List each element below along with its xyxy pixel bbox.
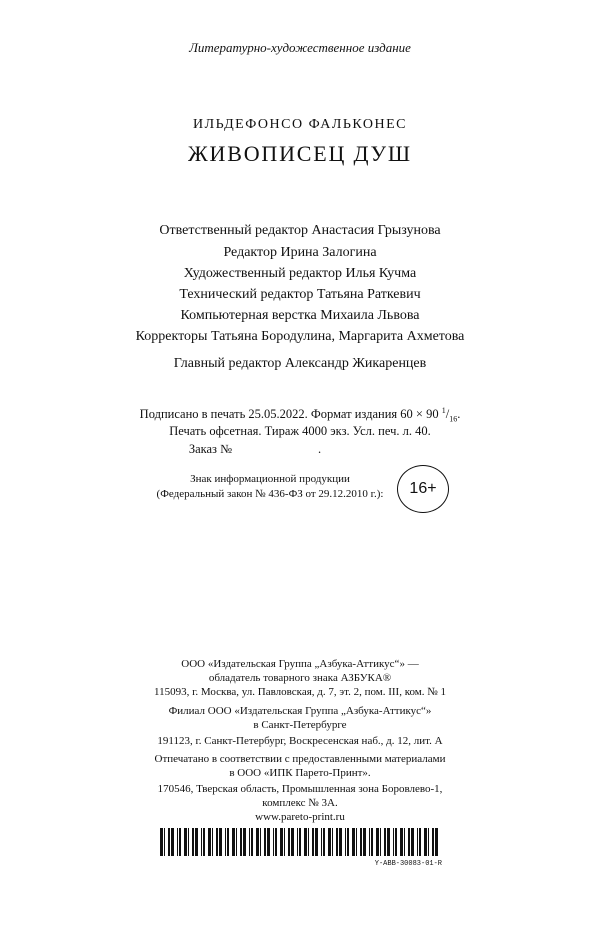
- publisher-line: 115093, г. Москва, ул. Павловская, д. 7, эт. 2, пом. III, ком. № 1: [153, 686, 446, 698]
- publisher-line: обладатель товарного знака АЗБУКА®: [208, 672, 392, 684]
- format-denominator: 16: [449, 414, 458, 424]
- format-numerator: 1: [441, 406, 446, 415]
- credit-line: Корректоры Татьяна Бородулина, Маргарита Ахметова: [135, 329, 465, 344]
- publisher-line: Филиал ООО «Издательская Группа „Азбука-Аттикус“»: [168, 705, 432, 717]
- order-suffix: .: [318, 442, 322, 456]
- info-label-line-2: (Федеральный закон № 436-ФЗ от 29.12.2010 г.):: [156, 488, 384, 500]
- publisher-line: в ООО «ИПК Парето-Принт».: [229, 767, 371, 779]
- age-rating-badge: 16+: [397, 465, 449, 513]
- credit-line: Технический редактор Татьяна Раткевич: [179, 287, 421, 302]
- barcode-icon: [160, 828, 442, 856]
- credit-line: Редактор Ирина Залогина: [223, 245, 377, 260]
- publisher-url: www.pareto-print.ru: [255, 811, 345, 823]
- order-line: [0, 442, 555, 457]
- credit-line: Компьютерная верстка Михаила Львова: [180, 308, 420, 323]
- credit-line: Ответственный редактор Анастасия Грызунова: [159, 223, 441, 238]
- credit-line: Художественный редактор Илья Кучма: [183, 266, 417, 281]
- print-info-text: Подписано в печать 25.05.2022. Формат издания 60 × 90: [139, 407, 439, 422]
- info-product-label: [140, 472, 400, 502]
- order-label: Заказ №: [188, 442, 233, 456]
- book-title: ЖИВОПИСЕЦ ДУШ: [188, 141, 412, 166]
- publisher-line: ООО «Издательская Группа „Азбука-Аттикус“» —: [181, 658, 419, 670]
- publisher-line: 170546, Тверская область, Промышленная зона Боровлево-1,: [157, 783, 443, 795]
- publisher-line: в Санкт-Петербурге: [253, 719, 347, 731]
- info-label-line-1: Знак информационной продукции: [190, 473, 350, 485]
- barcode-code: Y-ABB-30083-01-R: [374, 860, 442, 868]
- publisher-line: 191123, г. Санкт-Петербург, Воскресенская наб., д. 12, лит. А: [157, 735, 443, 747]
- format-end: .: [457, 407, 461, 422]
- book-author: ИЛЬДЕФОНСО ФАЛЬКОНЕС: [192, 117, 408, 132]
- chief-editor: Главный редактор Александр Жикаренцев: [173, 356, 427, 371]
- publisher-line: Отпечатано в соответствии с предоставленными материалами: [154, 753, 446, 765]
- edition-type: Литературно-художественное издание: [189, 40, 411, 55]
- print-info-line-2: Печать офсетная. Тираж 4000 экз. Усл. печ. л. 40.: [169, 424, 431, 438]
- print-info-line-1: Подписано в печать 25.05.2022. Формат издания 60 × 90 $^1/_{16}$.: [139, 406, 461, 424]
- publisher-line: комплекс № 3А.: [262, 797, 338, 809]
